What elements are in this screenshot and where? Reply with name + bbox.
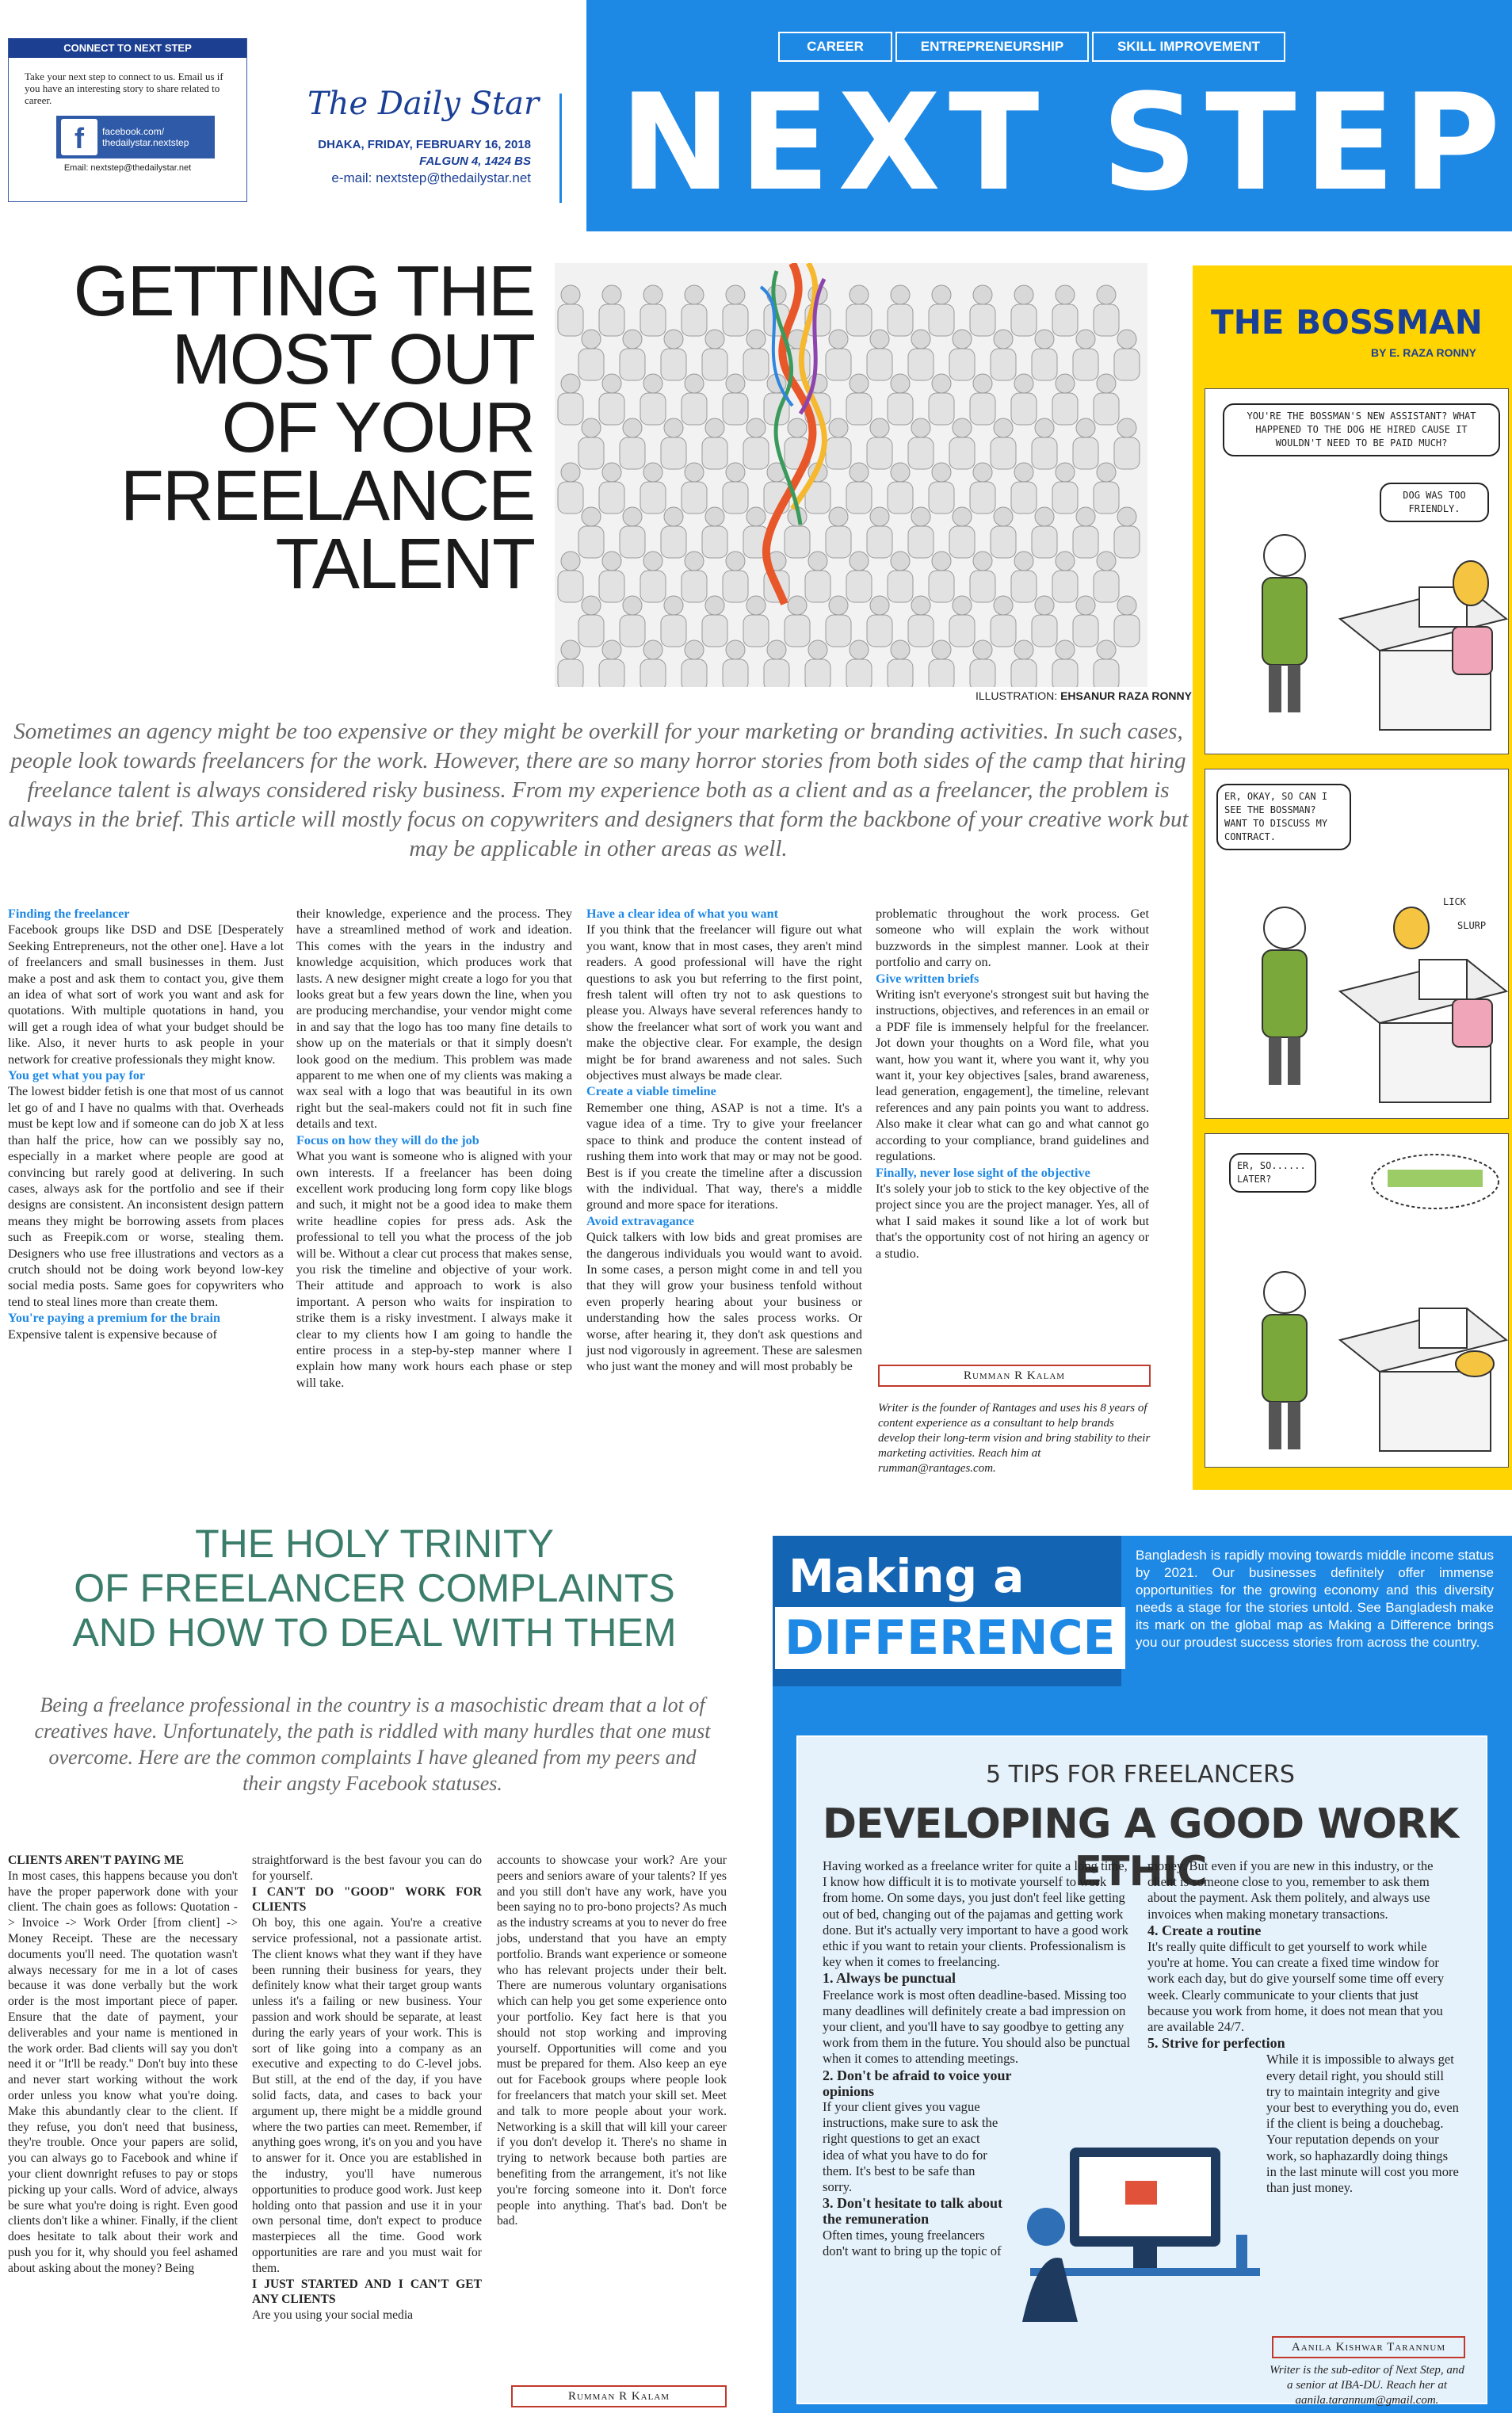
date: DHAKA, FRIDAY, FEBRUARY 16, 2018 [318,138,531,151]
masthead-divider [559,94,562,203]
paragraph: problematic throughout the work process. Get someone who will explain the work without buzzwords in the simplest manner. Look at their portfolio and carry on. [876,907,1149,970]
comic-drawing [1205,389,1508,754]
speech-bubble: DOG WAS TOO FRIENDLY. [1380,483,1489,522]
tip-heading: 1. Always be punctual [823,1970,956,1987]
comic-panel-2 [1205,769,1509,1119]
subhead: Focus on how they will do the job [296,1132,479,1147]
subhead: Finding the freelancer [8,907,130,921]
headline-line: FREELANCE [120,456,534,536]
illustration-credit [903,689,1192,702]
subhead: Give written briefs [876,971,979,986]
article2-col1 [8,1853,238,2277]
paragraph: Often times, young freelancers don't want to bring up the topic of [823,2227,1002,2258]
tip-heading: 2. Don't be afraid to voice your opinions [823,2067,1012,2099]
subhead: Avoid extravagance [586,1213,694,1228]
paragraph: straightforward is the best favour you can do for yourself. [252,1854,482,1883]
paragraph: While it is impossible to always get every detail right, you should still try to maintain integrity and give your best to everything you do, even if the client is being a douchebag. Your reputation depends on your work, so haphazardly doing things in the last minute will cost you more than just money. [1266,2052,1459,2196]
comic-drawing [1205,769,1508,1118]
headline-line: GETTING THE [73,252,534,331]
article1-headline [11,252,534,604]
comic-panel-3 [1205,1133,1509,1468]
paragraph: Freelance work is most often deadline-based. Missing too many deadlines will definitely create a bad impression on your client, and you'll have to say goodbye to getting any work from them in the future. You should also be punctual when it comes to attending meetings. [823,1987,1131,2067]
paragraph: Facebook groups like DSD and DSE [Desperately Seeking Entrepreneurs, not the other one]. Have a lot of freelancers and small businesses in them. Just make a post and ask them to contact you, give them an idea of what sort of work you want and ask for quotations. With multiple quotations in hand, you will get a rough idea of what your budget should be like. Also, it never hurts to ask people in your network for creative professionals they might know. [8,922,284,1067]
headline-line: OF FREELANCER COMPLAINTS [74,1566,675,1610]
article1-col3 [586,906,862,1375]
speech-bubble: YOU'RE THE BOSSMAN'S NEW ASSISTANT? WHAT HAPPENED TO THE DOG HE HIRED CAUSE IT WOULDN'T NEED TO BE PAID MUCH? [1223,403,1500,456]
paragraph: It's really quite difficult to get yourself to work while you're at home. You can create a fixed time window for work each day, but do give yourself some time off every week. Clearly communicate to your clients that just because you work from home, it does not mean that you are available 24/7. [1147,1939,1445,2035]
subhead: You get what you pay for [8,1068,146,1083]
bossman-title: THE BOSSMAN [1211,303,1483,342]
subhead: I JUST STARTED AND I CAN'T GET ANY CLIENTS [252,2277,482,2307]
masthead-email[interactable]: e-mail: nextstep@thedailystar.net [331,170,531,185]
paragraph: Are you using your social media [252,2308,414,2323]
paragraph: Oh boy, this one again. You're a creative service professional, not a passionate artist. The client knows what they want if they have been running their business for years, they definitely know what their target group wants unless it's a failing or new business. Your passion and work should be separate, at least during the early years of your work. This is sort of like going into a company as an executive and expecting to do C-level jobs. But still, at the end of the day, if you have solid facts, data, and cases to back your argument up, there might be a middle ground where the two parties can meet. Remember, if anything goes wrong, it's on you and you have to answer for it. Once you are established in the industry, you'll have numerous opportunities to produce good work. Just keep holding onto that passion and use it in your own personal time, don't expect to produce masterpieces all the time. Good work opportunities are rare and you must wait for them. [252,1916,482,2275]
paragraph: In most cases, this happens because you don't have the proper paperwork done with your client. The chain goes as follows: Quotation -> Invoice -> Work Order [from client] -> Money Receipt. These are the necessary documents you'll need. The quotation wasn't always necessary for me in a lot of cases because it was done verbally but the work order is the most important piece of paper. Ensure that the date of payment, your deliverables and your name is mentioned in the work order. Bad clients will say you don't need it or "It'll be ready." Don't buy into these and never start working without the work order unless you know what you're doing. Make this abundantly clear to the client. If they refuse, you don't need that business, they're trouble. Once your papers are solid, you can always go to Facebook and whine if your client downright refuses to pay or stops picking up your calls. Word of advice, always be sure what you're doing is right. Even good clients don't like a whiner. Finally, if the client does hesitate to talk about their work and push you for it, why should you feel ashamed about asking about the money? Being [8,1869,238,2275]
tips-kicker: 5 TIPS FOR FREELANCERS [986,1761,1295,1789]
dateline [293,136,531,186]
speech-bubble: ER, OKAY, SO CAN I SEE THE BOSSMAN? WANT TO DISCUSS MY CONTRACT. [1216,784,1351,850]
nav-entrepreneurship[interactable]: ENTREPRENEURSHIP [895,32,1089,62]
credit-label: ILLUSTRATION: [975,689,1061,702]
subhead: Have a clear idea of what you want [586,907,779,921]
tip-heading: 3. Don't hesitate to talk about the remuneration [823,2195,1003,2228]
making-difference-intro: Bangladesh is rapidly moving towards middle income status by 2021. Our businesses definitely offer immense opportunities for the growing economy and this diversity needs a stage for the stories untold. See Bangladesh make its mark on the global map as Making a Difference brings you our proudest success stories from across the country. [1136,1548,1494,1650]
nav-career[interactable]: CAREER [778,32,892,62]
tip-heading: 5. Strive for perfection [1147,2035,1285,2052]
paragraph: Having worked as a freelance writer for quite a long time, I know how difficult it is to motivate yourself to work from home. On some days, you just don't feel like getting out of bed, changing out of the pajamas and getting work done. But it's actually very important to have a good work ethic if you want to retain your clients. Professionalism is key when it comes to freelancing. [823,1858,1128,1970]
date-bangla: FALGUN 4, 1424 BS [419,155,531,168]
paragraph: Remember one thing, ASAP is not a time. It's a vague idea of a time. Try to give your freelancer space to think and produce the content instead of rushing them into work that may or may not be good. Best is if you create the timeline after a discussion with the individual. That way, there's a middle ground and more space for iterations. [586,1100,862,1212]
article2-byline: Rumman R Kalam [511,2385,727,2407]
comic-panel-1 [1205,388,1509,754]
facebook-icon: f [61,119,97,155]
headline-line: AND HOW TO DEAL WITH THEM [72,1610,677,1655]
section-title: NEXT STEP [620,65,1509,220]
tips-headline: DEVELOPING A GOOD WORK ETHIC [822,1800,1459,1896]
article1-standfirst: Sometimes an agency might be too expensive or they might be overkill for your marketing or branding activities. In such cases, people look towards freelancers for the work. However, there are so many horror stories from both sides of the camp that hiring freelance talent is always considered risky business. From my experience both as a client and as a freelancer, the problem is always in the brief. This article will mostly focus on copywriters and designers that form the backbone of your creative work but may be applicable in other areas as well. [8,719,1189,861]
headline-line: TALENT [275,525,534,604]
comic-drawing [1205,1134,1508,1467]
connect-box [8,38,247,202]
section-nav [778,32,1504,62]
facebook-line2: thedailystar.nextstep [102,137,189,148]
paragraph: If you think that the freelancer will figure out what you want, know that in most cases, they aren't mind readers. A good professional will have the right questions to ask you but referring to the first point, fresh talent will often try not to ask questions to please you. Always have several references handy to show the freelancer what sort of work you want and make the objective clear. For example, the design might be for brand awareness and not sales. Such objectives must always be made clear. [586,922,862,1083]
nav-skill-improvement[interactable]: SKILL IMPROVEMENT [1092,32,1285,62]
headline-line: OF YOUR [221,388,534,468]
connect-email[interactable]: Email: nextstep@thedailystar.net [63,163,192,173]
connect-text: Take your next step to connect to us. Email us if you have an interesting story to share related to career. [25,71,223,106]
paragraph: Quick talkers with low bids and great promises are the dangerous individuals you would want to avoid. In some cases, a person might come in and tell you that they will grow your business tenfold without even properly hearing about your business or understanding how the sales process works. Or worse, after hearing it, they don't ask questions and just nod vigorously in agreement. These are salesmen who just want the money and will most probably be [586,1230,862,1374]
paragraph: If your client gives you vague instructions, make sure to ask the right questions to get an exact idea of what you have to do for them. It's best to be safe than sorry. [823,2099,998,2195]
connect-title: CONNECT TO NEXT STEP [9,39,246,58]
subhead: Create a viable timeline [586,1084,716,1099]
paragraph: money. But even if you are new in this industry, or the client is someone close to you, remember to ask them about the payment. Ask them politely, and always use invoices when making monetary transactions. [1147,1858,1434,1922]
paragraph: It's solely your job to stick to the key objective of the project since you are the project manager. Yes, all of what I said makes it sound like a lot of work but that's the opportunity cost of not hiring an agency or a studio. [876,1181,1149,1261]
facebook-line1: facebook.com/ [102,126,165,137]
subhead: You're paying a premium for the brain [8,1311,221,1326]
daily-star-logo: The Daily Star [307,86,540,122]
paragraph: accounts to showcase your work? Are your peers and seniors aware of your talents? If yes and you still don't have any work, have you been saying no to pro-bono projects? As much as the industry screams at you to never do free jobs, understand that you have an empty portfolio. Brands want experience or someone who has relevant projects under their belt. There are numerous voluntary organisations which can help you get some experience onto your portfolio. Key fact here is that you should not stop working and improving yourself. Opportunities will come and you must be prepared for them. Also keep an eye out for Facebook groups where people look for freelancers that match your skill set. Meet and talk to more people about your work. Networking is a skill that will kill your career if you don't develop it. There's no shame in trying to network because both parties are benefiting from the arrangement, it's not like you're forcing someone into it. Don't force people into anything. That's bad. Don't be bad. [497,1854,727,2228]
tips-bio: Writer is the sub-editor of Next Step, and a senior at IBA-DU. Reach her at aanila.tarannum@gmail.com. [1270,2364,1464,2407]
subhead: CLIENTS AREN'T PAYING ME [8,1854,184,1867]
article2-col3 [497,1853,727,2229]
paragraph: their knowledge, experience and the process. They have a streamlined method of work and ideation. This comes with the years in the industry and knowledge acquisition, which produces work that lasts. A new designer might create a logo for you that looks great but a few years down the line, when you are producing merchandise, your vendor might come in and say that the logo has too many fine details to show up on the materials or that it simply doesn't look good on the medium. This problem was made apparent to me when one of my clients was making a wax seal with a logo that was beautiful in its own right but the seal-makers could not fit in such fine details and text. [296,907,572,1132]
making-difference-title2: DIFFERENCE [775,1607,1125,1669]
paragraph: Expensive talent is expensive because of [8,1327,217,1342]
article2-standfirst: Being a freelance professional in the country is a masochistic dream that a lot of creatives have. Unfortunately, the path is riddled with many hurdles that one must overcome. Here are the common complaints I have gleaned from my peers and their angsty Facebook statuses. [34,1693,711,1795]
sfx-lick: LICK [1443,896,1466,907]
speech-bubble: ER, SO...... LATER? [1229,1153,1316,1193]
paragraph: Writing isn't everyone's strongest suit but having the instructions, objectives, and references in an email or a PDF file is immensely helpful for the freelancer. Jot down your thoughts on a Word file, what you want, how you want it, where you want it, why you want it, your key objectives [sales, brand awareness, lead generation, engagement], the timeline, relevant references and any pain points you want to address. Also make it clear what can go and what cannot go according to your compliance, brand guidelines and regulations. [876,987,1149,1164]
crowd-illustration-svg [555,263,1147,687]
article1-col2 [296,906,572,1391]
sfx-slurp: SLURP [1457,920,1487,931]
tip-heading: 4. Create a routine [1147,1922,1262,1938]
article1-col1 [8,906,284,1342]
article1-col4 [876,906,1149,1262]
article2-headline [0,1521,749,1655]
bossman-byline: BY E. RAZA RONNY [1371,346,1477,359]
subhead: I CAN'T DO "GOOD" WORK FOR CLIENTS [252,1884,482,1915]
article1-byline: Rumman R Kalam [878,1365,1151,1387]
subhead: Finally, never lose sight of the objective [876,1165,1090,1180]
work-desk-illustration [1006,2132,1276,2338]
paragraph: The lowest bidder fetish is one that most of us cannot let go of and I have no qualms with that. Overheads must be kept low and if someone can do job X at less than half the price, how can we possibly say no, especially in a market where people are good at convincing but rarely good at delivering. In such cases, always ask for the portfolio and see if their designs are consistent. An inconsistent design pattern means they might be borrowing assets from places such as Freepik.com or worse, stealing them. Designers who use free illustrations and vectors as a crutch should not be doing work beyond low-key social media posts. Same goes for copywriters who tend to steal lines more than create them. [8,1084,284,1309]
article1-bio: Writer is the founder of Rantages and uses his 8 years of content experience as a consultant to help brands develop their long-term vision and bring stability to their marketing activities. Reach him at rumman@rantages.com. [878,1402,1151,1475]
paragraph: What you want is someone who is aligned with your own interests. If a freelancer has been doing excellent work producing long form copy like blogs and such, it might not be a good idea to make them write headline copies for press ads. Ask the professional to tell you what the process of the job will be. Without a clear cut process that makes sense, you risk the timeline and objective of your work. Their attitude and approach to work is also important. A person who waits for inspiration to strike them is a risky investment. I always make it clear to my clients how I am going to handle the entire process in a step-by-step manner where I explain how many work hours each phase or step will take. [296,1149,572,1390]
headline-line: MOST OUT [171,320,534,399]
tips-byline: Aanila Kishwar Tarannum [1272,2336,1465,2358]
facebook-link[interactable] [56,116,215,158]
credit-name: EHSANUR RAZA RONNY [1060,689,1192,702]
headline-line: THE HOLY TRINITY [195,1521,554,1566]
crowd-illustration [555,263,1147,687]
making-difference-title1: Making a [788,1549,1025,1603]
article2-col2 [252,1853,482,2323]
